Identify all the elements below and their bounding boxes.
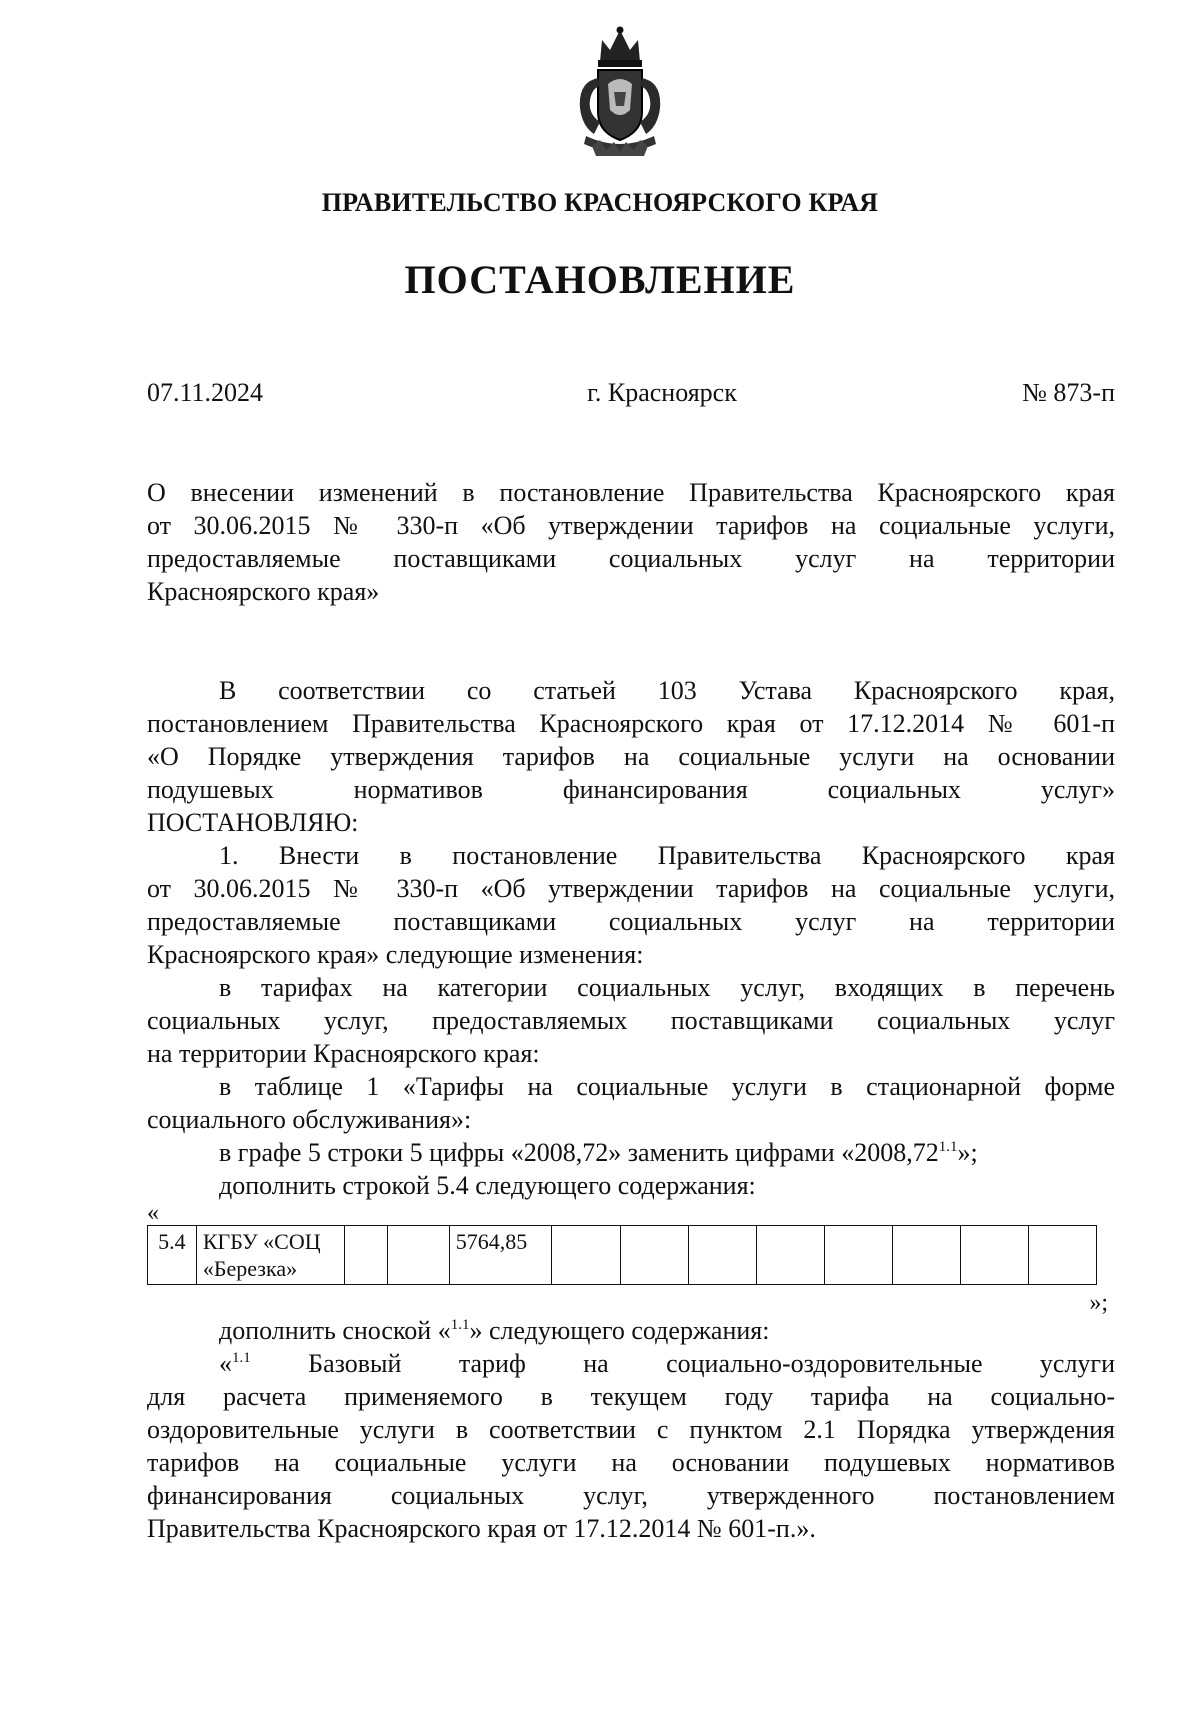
table-cell: [824, 1226, 892, 1285]
preamble-line: подушевых нормативов финансирования социальных услуг»: [147, 775, 1115, 804]
tariffs-line: на территории Красноярского края:: [147, 1039, 540, 1068]
table-cell: [552, 1226, 620, 1285]
footnote-line: тарифов на социальные услуги на основании подушевых нормативов: [147, 1448, 1115, 1477]
subject-line: Красноярского края»: [147, 577, 380, 606]
add-row-instruction: дополнить строкой 5.4 следующего содержания:: [219, 1171, 756, 1200]
document-date: 07.11.2024: [147, 378, 264, 407]
document-city: г. Красноярск: [587, 378, 737, 407]
decree-word: ПОСТАНОВЛЯЮ:: [147, 808, 359, 837]
footnote-ref: 1.1: [232, 1350, 251, 1366]
preamble-line: «О Порядке утверждения тарифов на социальные услуги на основании: [147, 742, 1115, 771]
table-cell: [892, 1226, 960, 1285]
replace-instruction: в графе 5 строки 5 цифры «2008,72» заменить цифрами «$2008,72^{1.1}$»;: [219, 1138, 978, 1167]
table1-line: в таблице 1 «Тарифы на социальные услуги в стационарной форме: [219, 1072, 1115, 1101]
footnote-line: Правительства Красноярского края от 17.12.2014 № 601-п.».: [147, 1514, 816, 1543]
item1-line: от 30.06.2015 № 330-п «Об утверждении тарифов на социальные услуги,: [147, 874, 1115, 903]
footnote-ref: 1.1: [450, 1317, 470, 1333]
document-meta: [147, 378, 1115, 412]
table-cell: [345, 1226, 387, 1285]
document-body-part-2: [147, 1314, 1115, 1545]
table-cell: [620, 1226, 688, 1285]
table-close-quote: »;: [1089, 1290, 1108, 1316]
table1-line: социального обслуживания»:: [147, 1105, 472, 1134]
table-cell: [756, 1226, 824, 1285]
table-cell-tariff: 5764,85: [449, 1226, 552, 1285]
tariffs-line: социальных услуг, предоставляемых поставщиками социальных услуг: [147, 1006, 1115, 1035]
footnote-intro: дополнить сноской «$^{1.1}$» следующего содержания:: [219, 1316, 770, 1345]
subject-line: предоставляемые поставщиками социальных услуг на территории: [147, 544, 1115, 573]
table-row: [148, 1226, 1097, 1285]
document-type-title: ПОСТАНОВЛЕНИЕ: [404, 257, 796, 302]
table-cell: [387, 1226, 449, 1285]
table-cell: [1028, 1226, 1096, 1285]
document-number: № 873-п: [1022, 378, 1115, 407]
footnote-line: оздоровительные услуги в соответствии с пунктом 2.1 Порядка утверждения: [147, 1415, 1115, 1444]
footnote-ref: 1.1: [938, 1139, 958, 1155]
tariff-table-row: [147, 1225, 1097, 1285]
table-cell: [960, 1226, 1028, 1285]
subject-line: от 30.06.2015 № 330-п «Об утверждении тарифов на социальные услуги,: [147, 511, 1115, 540]
preamble-line: постановлением Правительства Красноярского края от 17.12.2014 № 601-п: [147, 709, 1115, 738]
table-cell-provider: КГБУ «СОЦ «Березка»: [196, 1226, 344, 1285]
table-cell-number: 5.4: [148, 1226, 197, 1285]
document-body-part-1: [147, 674, 1115, 1202]
government-name: ПРАВИТЕЛЬСТВО КРАСНОЯРСКОГО КРАЯ: [321, 188, 879, 217]
footnote-first-line: «$^{1.1}$ Базовый тариф на социально-оздоровительные услуги: [219, 1349, 1116, 1378]
item1-line: Красноярского края» следующие изменения:: [147, 940, 644, 969]
table-open-quote: «: [147, 1200, 159, 1226]
document-subject: [147, 476, 1115, 608]
subject-line: О внесении изменений в постановление Правительства Красноярского края: [147, 478, 1115, 507]
tariffs-line: в тарифах на категории социальных услуг, входящих в перечень: [219, 973, 1115, 1002]
item1-line: 1. Внести в постановление Правительства Красноярского края: [219, 841, 1115, 870]
krasnoyarsk-coat-of-arms-icon: [570, 22, 670, 160]
preamble-line: В соответствии со статьей 103 Устава Красноярского края,: [219, 676, 1115, 705]
table-cell: [688, 1226, 756, 1285]
item1-line: предоставляемые поставщиками социальных услуг на территории: [147, 907, 1115, 936]
footnote-line: для расчета применяемого в текущем году тарифа на социально-: [147, 1382, 1115, 1411]
footnote-line: финансирования социальных услуг, утвержденного постановлением: [147, 1481, 1115, 1510]
